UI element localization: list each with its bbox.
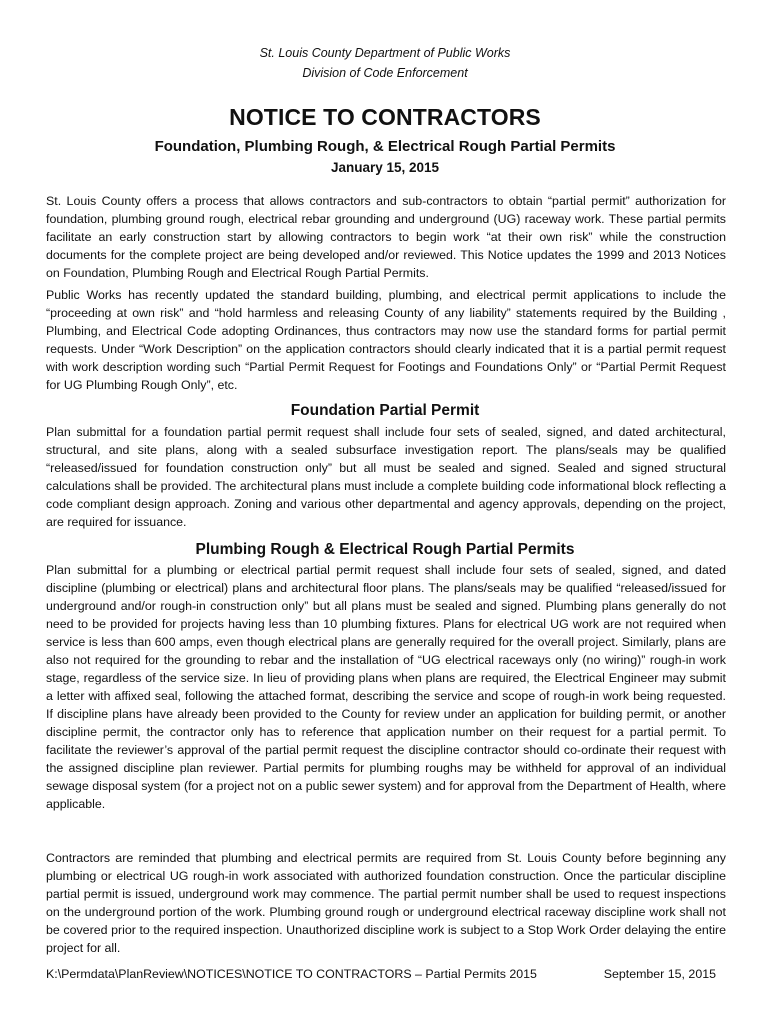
department-name: St. Louis County Department of Public Works [259,46,511,60]
plumbing-electrical-heading: Plumbing Rough & Electrical Rough Partial Permits [195,541,575,558]
page-subtitle: Foundation, Plumbing Rough, & Electrical Rough Partial Permits [154,138,616,155]
plumbing-electrical-paragraph: Plan submittal for a plumbing or electrical partial permit request shall include four sets of sealed, signed, and dated discipline (plumbing or electrical) plans and architectural floor plans. The plans/seals may be qualified “released/issued for underground and/or rough-in construction only” but all plans must be sealed and signed. Plumbing plans generally do not need to be provided for projects having less than 10 plumbing fixtures. Plans for electrical UG work are not required when service is less than 600 amps, even though electrical plans are generally required for the overall project. Similarly, plans are also not required for the grounding to rebar and the installation of “UG electrical raceways only (no wiring)” rough-in work stage, regardless of the service size. In lieu of providing plans when plans are required, the Electrical Engineer may submit a letter with affixed seal, following the attached format, describing the service and scope of rough-in work being requested. If discipline plans have already been provided to the County for review under an application for building permit, or another discipline permit, the contractor only has to reference that application number on their request for a partial permit. To facilitate the reviewer’s approval of the partial permit request the discipline contractor should co-ordinate their request with the assigned discipline plan reviewer. Partial permits for plumbing roughs may be withheld for approval of an individual sewage disposal system (for a project not on a public sewer system) and for approval from the Department of Health, where applicable. [46,563,726,811]
footer-file-path: K:\Permdata\PlanReview\NOTICES\NOTICE TO CONTRACTORS – Partial Permits 2015 [46,967,537,981]
reminder-paragraph: Contractors are reminded that plumbing and electrical permits are required from St. Louis County before beginning any plumbing or electrical UG rough-in work associated with authorized foundation construction. Once the particular discipline partial permit is issued, underground work may commence. The partial permit number shall be used to request inspections on the underground portion of the work. Plumbing ground rough or underground electrical raceway discipline work shall not be covered prior to the required inspection. Unauthorized discipline work is subject to a Stop Work Order delaying the entire project for all. [46,851,726,955]
division-name: Division of Code Enforcement [302,66,468,80]
foundation-paragraph: Plan submittal for a foundation partial permit request shall include four sets of sealed, signed, and dated architectural, structural, and site plans, along with a sealed subsurface investigation report. The plans/seals may be qualified “released/issued for foundation construction only” but all must be sealed and signed. Sealed and signed structural calculations shall be provided. The architectural plans must include a complete building code informational block reflecting a code compliant design approach. Zoning and various other departmental and agency approvals, depending on the project, are required for issuance. [46,425,726,529]
intro-paragraph-1: St. Louis County offers a process that allows contractors and sub-contractors to obtain “partial permit” authorization for foundation, plumbing ground rough, electrical rebar grounding and underground (UG) raceway work. These partial permits facilitate an early construction start by allowing contractors to begin work “at their own risk” while the construction documents for the complete project are being developed and/or reviewed. This Notice updates the 1999 and 2013 Notices on Foundation, Plumbing Rough and Electrical Rough Partial Permits. [46,194,726,280]
page-title: NOTICE TO CONTRACTORS [229,104,541,130]
footer-date: September 15, 2015 [603,967,716,981]
notice-date: January 15, 2015 [330,160,440,175]
intro-paragraph-2: Public Works has recently updated the standard building, plumbing, and electrical permit applications to include the “proceeding at own risk” and “hold harmless and releasing County of any liability” statements required by the Building , Plumbing, and Electrical Code adopting Ordinances, thus contractors may now use the standard forms for partial permit requests. Under “Work Description” on the application contractors should clearly indicated that it is a partial permit request with work description wording such “Partial Permit Request for Footings and Foundations Only” or “Partial Permit Request for UG Plumbing Rough Only”, etc. [46,288,726,392]
foundation-heading: Foundation Partial Permit [290,402,480,419]
